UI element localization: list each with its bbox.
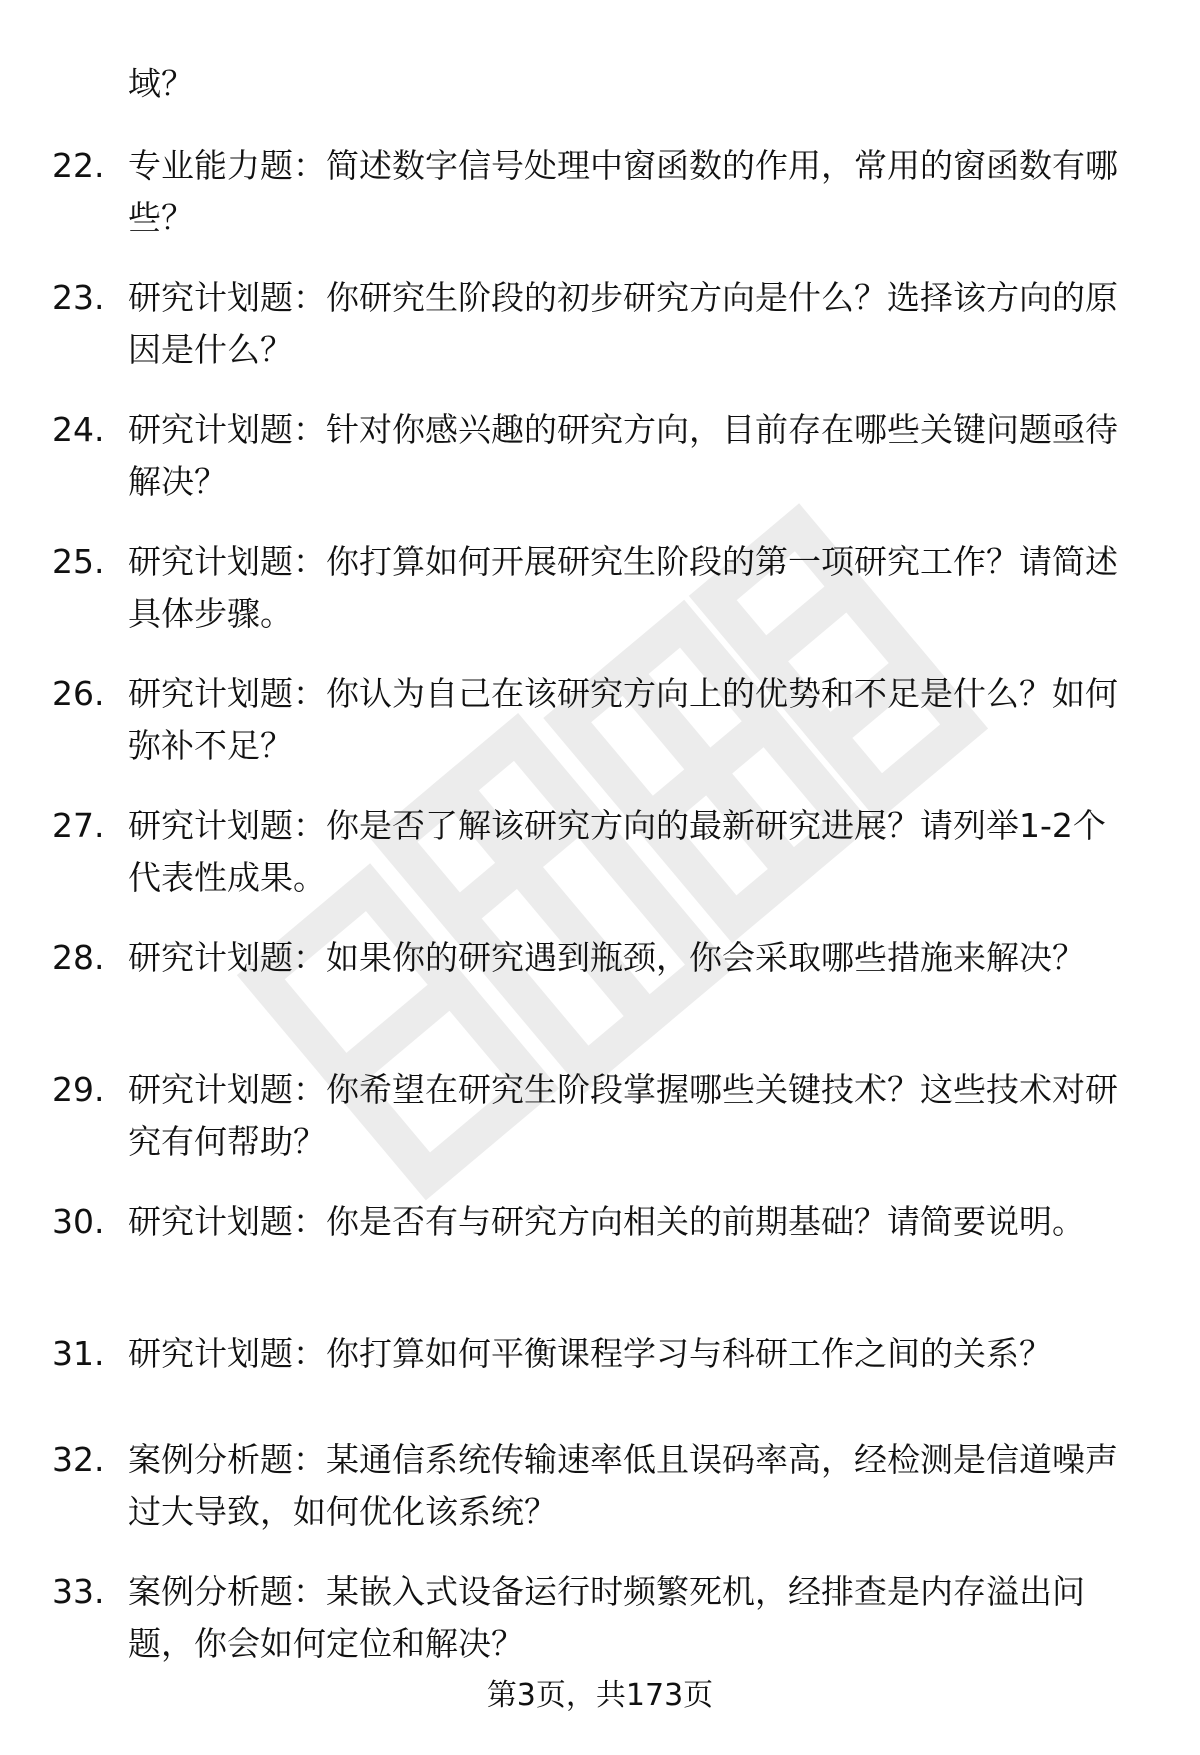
question-text: 研究计划题：你打算如何开展研究生阶段的第一项研究工作？请简述具体步骤。 [128, 542, 1118, 633]
question-item [0, 136, 1200, 268]
question-item [0, 400, 1200, 532]
question-text: 研究计划题：你是否了解该研究方向的最新研究进展？请列举1-2个代表性成果。 [128, 806, 1106, 897]
question-text: 研究计划题：如果你的研究遇到瓶颈，你会采取哪些措施来解决？ [128, 938, 1085, 977]
question-text: 研究计划题：你是否有与研究方向相关的前期基础？请简要说明。 [128, 1202, 1085, 1241]
question-item [0, 928, 1200, 1060]
question-item [0, 1430, 1200, 1562]
question-number: 25. [52, 542, 105, 581]
question-number: 30. [52, 1202, 105, 1241]
question-text: 专业能力题：简述数字信号处理中窗函数的作用，常用的窗函数有哪些？ [128, 146, 1118, 237]
question-text: 研究计划题：针对你感兴趣的研究方向，目前存在哪些关键问题亟待解决？ [128, 410, 1118, 501]
question-number: 29. [52, 1070, 105, 1109]
question-number: 28. [52, 938, 105, 977]
question-number: 26. [52, 674, 105, 713]
question-number: 33. [52, 1572, 105, 1611]
question-number: 31. [52, 1334, 105, 1373]
continuation-text: 域？ [128, 64, 194, 103]
question-item [0, 1562, 1200, 1694]
question-list [0, 136, 1200, 1694]
question-number: 27. [52, 806, 105, 845]
question-item [0, 796, 1200, 928]
question-number: 23. [52, 278, 105, 317]
question-number: 24. [52, 410, 105, 449]
question-text: 案例分析题：某通信系统传输速率低且误码率高，经检测是信道噪声过大导致，如何优化该系统？ [128, 1440, 1118, 1531]
question-item [0, 532, 1200, 664]
question-item [0, 1324, 1200, 1430]
page-footer: 第3页，共173页 [486, 1678, 714, 1713]
question-item [0, 268, 1200, 400]
question-item [0, 664, 1200, 796]
question-text: 案例分析题：某嵌入式设备运行时频繁死机，经排查是内存溢出问题，你会如何定位和解决？ [128, 1572, 1085, 1663]
question-text: 研究计划题：你研究生阶段的初步研究方向是什么？选择该方向的原因是什么？ [128, 278, 1118, 369]
question-item [0, 1060, 1200, 1192]
question-number: 32. [52, 1440, 105, 1479]
question-text: 研究计划题：你打算如何平衡课程学习与科研工作之间的关系？ [128, 1334, 1052, 1373]
question-text: 研究计划题：你希望在研究生阶段掌握哪些关键技术？这些技术对研究有何帮助？ [128, 1070, 1118, 1161]
question-item [0, 1192, 1200, 1324]
question-text: 研究计划题：你认为自己在该研究方向上的优势和不足是什么？如何弥补不足？ [128, 674, 1118, 765]
question-number: 22. [52, 146, 105, 185]
